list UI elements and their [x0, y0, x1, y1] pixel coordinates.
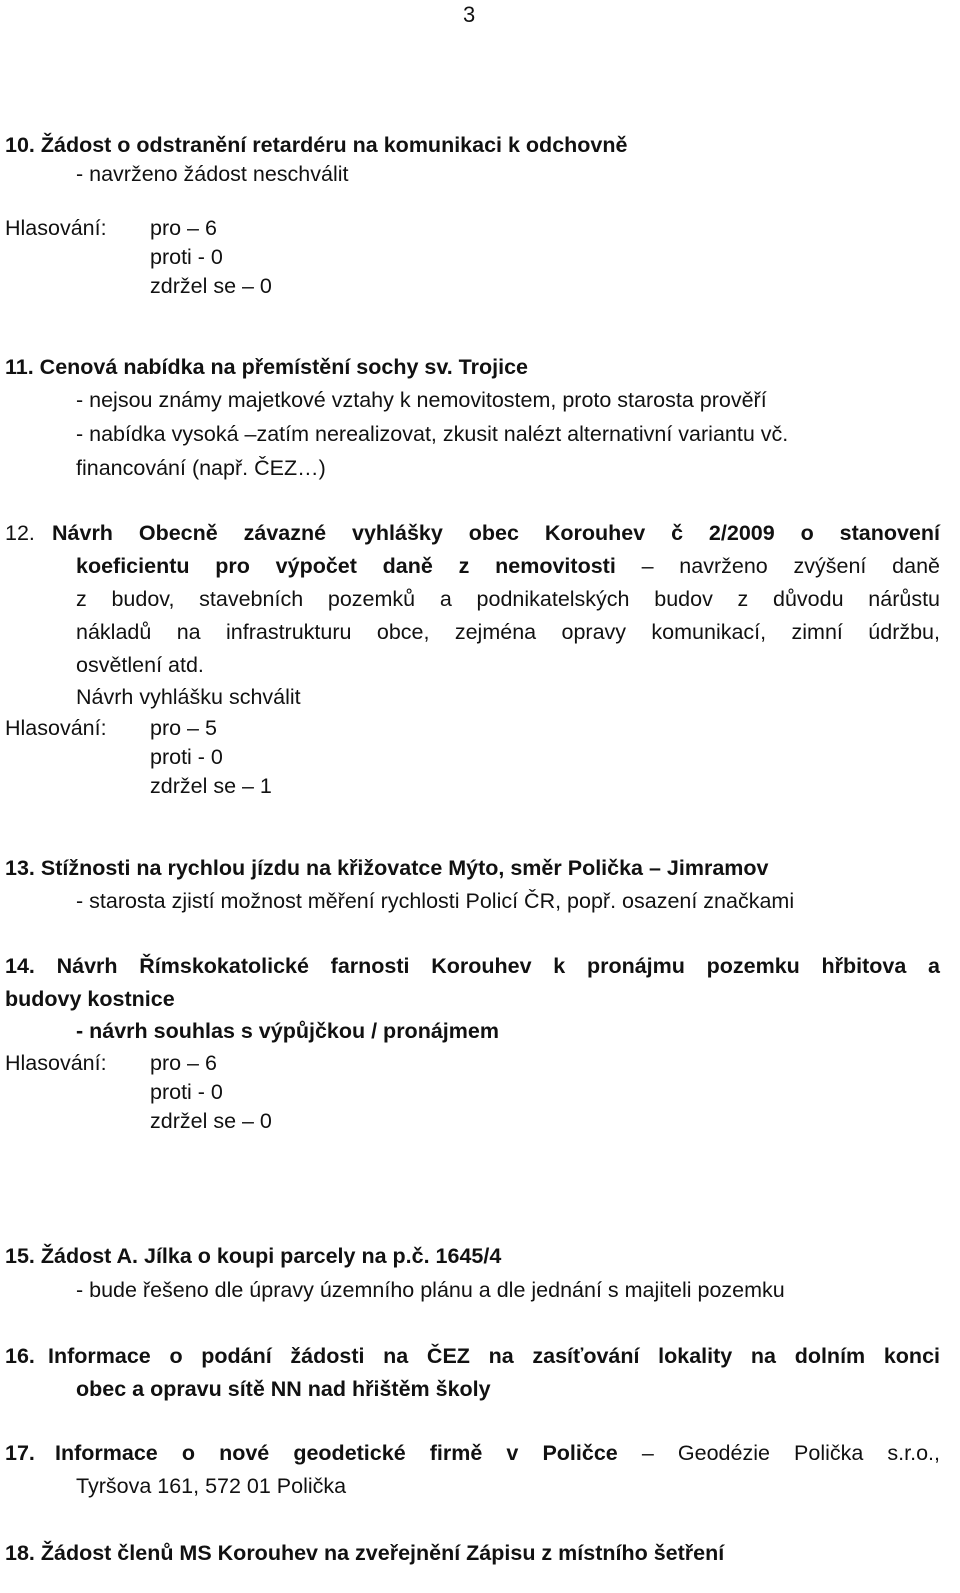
item-14-vote-zdrzel: zdržel se – 0	[150, 1109, 272, 1133]
item-14-title-line2: budovy kostnice	[5, 987, 175, 1011]
item-12-body-3: osvětlení atd.	[76, 653, 204, 677]
item-15-title: 15. Žádost A. Jílka o koupi parcely na p.č. 1645/4	[5, 1244, 502, 1268]
item-17-number: 17.	[5, 1441, 35, 1465]
item-17-title-line1	[55, 1440, 940, 1466]
item-14-vote-pro: pro – 6	[150, 1051, 217, 1075]
item-12-title-bold-2: koeficientu pro výpočet daně z nemovitosti	[76, 554, 616, 578]
item-12-vote-zdrzel: zdržel se – 1	[150, 774, 272, 798]
item-13-title: 13. Stížnosti na rychlou jízdu na křižovatce Mýto, směr Polička – Jimramov	[5, 856, 769, 880]
item-17-address: Tyršova 161, 572 01 Polička	[76, 1474, 347, 1498]
item-12-body-2: nákladů na infrastrukturu obce, zejména opravy komunikací, zimní údržbu,	[76, 620, 940, 644]
item-10-title: 10. Žádost o odstranění retardéru na komunikaci k odchovně	[5, 133, 628, 157]
item-12-proposal: Návrh vyhlášku schválit	[76, 685, 301, 709]
item-12-vote-pro: pro – 5	[150, 716, 217, 740]
item-10-vote-zdrzel: zdržel se – 0	[150, 274, 272, 298]
item-11-note-1: - nejsou známy majetkové vztahy k nemovitostem, proto starosta prověří	[76, 388, 767, 412]
item-15-note: - bude řešeno dle úpravy územního plánu a dle jednání s majiteli pozemku	[76, 1278, 785, 1302]
item-16-title-line2: obec a opravu sítě NN nad hřištěm školy	[76, 1377, 491, 1401]
item-16-number: 16.	[5, 1344, 35, 1368]
page-number: 3	[463, 2, 476, 27]
item-16-title-line1: Informace o podání žádosti na ČEZ na zasíťování lokality na dolním konci	[48, 1344, 940, 1368]
item-12-title-rest: – navrženo zvýšení daně	[641, 554, 940, 578]
item-14-decision: - návrh souhlas s výpůjčkou / pronájmem	[76, 1019, 499, 1043]
item-12-vote-label: Hlasování:	[5, 716, 107, 740]
item-12-number: 12.	[5, 521, 35, 545]
item-14-vote-label: Hlasování:	[5, 1051, 107, 1075]
item-13-note: - starosta zjistí možnost měření rychlosti Policí ČR, popř. osazení značkami	[76, 889, 795, 913]
item-12-vote-proti: proti - 0	[150, 745, 223, 769]
item-10-vote-pro: pro – 6	[150, 216, 217, 240]
item-12-title-line2	[76, 553, 940, 579]
item-12-body-1: z budov, stavebních pozemků a podnikatelských budov z důvodu nárůstu	[76, 587, 940, 611]
item-14-vote-proti: proti - 0	[150, 1080, 223, 1104]
item-12-title-line1: Návrh Obecně závazné vyhlášky obec Korouhev č 2/2009 o stanovení	[52, 521, 940, 545]
item-14-title-line1: 14. Návrh Římskokatolické farnosti Korouhev k pronájmu pozemku hřbitova a	[5, 954, 940, 978]
item-10-vote-proti: proti - 0	[150, 245, 223, 269]
item-17-title-rest: – Geodézie Polička s.r.o.,	[641, 1441, 940, 1465]
item-18-title: 18. Žádost členů MS Korouhev na zveřejnění Zápisu z místního šetření	[5, 1541, 725, 1565]
item-10-vote-label: Hlasování:	[5, 216, 107, 240]
item-10-note: - navrženo žádost neschválit	[76, 162, 349, 186]
item-11-note-2: - nabídka vysoká –zatím nerealizovat, zkusit nalézt alternativní variantu vč.	[76, 422, 789, 446]
item-11-note-3: financování (např. ČEZ…)	[76, 456, 326, 480]
item-17-title-bold: Informace o nové geodetické firmě v Poličce	[55, 1441, 618, 1465]
item-11-title: 11. Cenová nabídka na přemístění sochy sv. Trojice	[5, 355, 528, 379]
